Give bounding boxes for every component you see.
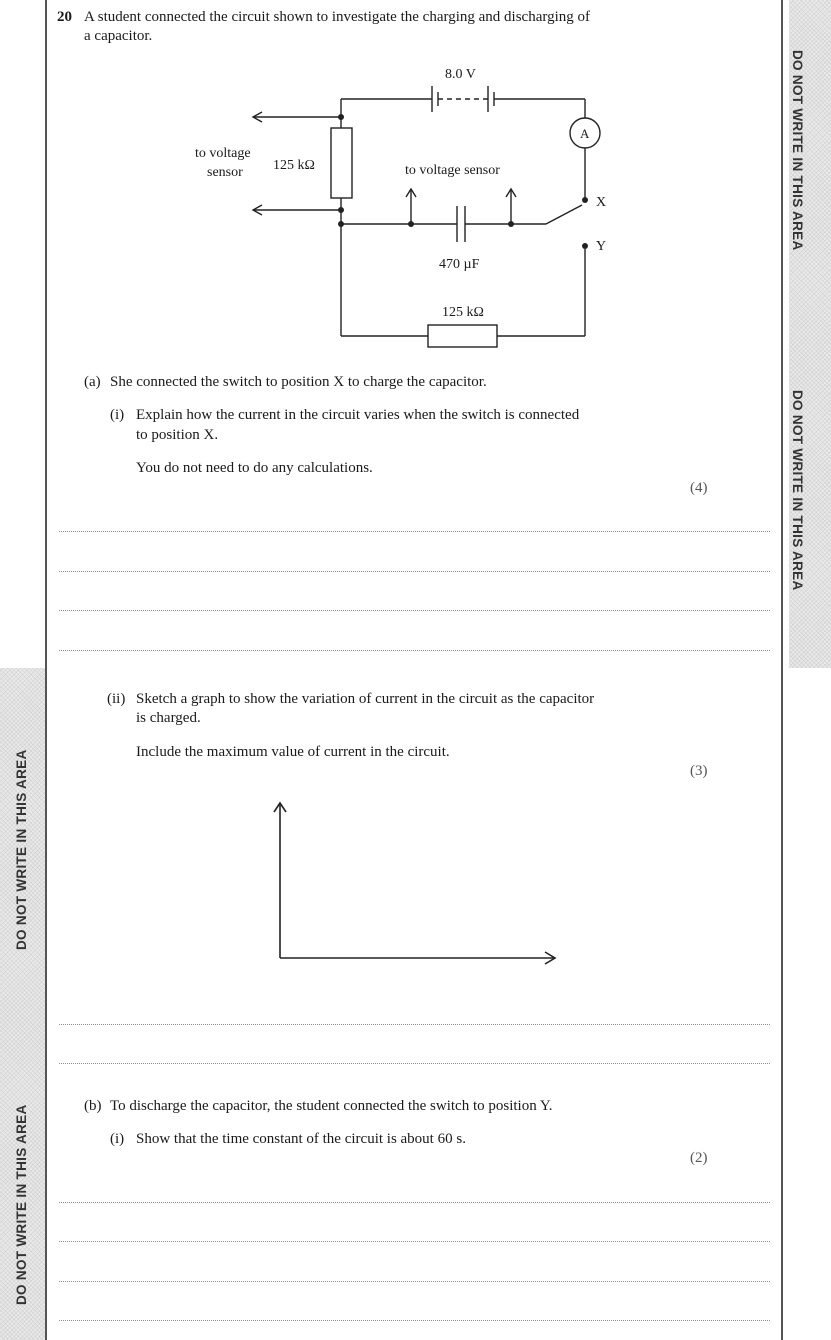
question-number: 20 [57, 9, 72, 25]
answer-line[interactable] [59, 1241, 770, 1242]
margin-warning-left-bottom: DO NOT WRITE IN THIS AREA [14, 1104, 29, 1305]
part-a-ii-label: (ii) [107, 691, 126, 707]
part-a-i-note: You do not need to do any calculations. [136, 460, 373, 476]
answer-line[interactable] [59, 1202, 770, 1203]
part-a-i-marks: (4) [690, 480, 708, 496]
left-sensor-label-2: sensor [207, 165, 243, 180]
part-a-text: She connected the switch to position X to charge the capacitor. [110, 374, 487, 390]
answer-line[interactable] [59, 1063, 770, 1064]
graph-sketch-area[interactable] [265, 795, 565, 975]
answer-line[interactable] [59, 1024, 770, 1025]
answer-line[interactable] [59, 1281, 770, 1282]
part-a-i-label: (i) [110, 407, 125, 423]
part-b-i-line1: Show that the time constant of the circuit is about 60 s. [136, 1131, 466, 1147]
switch-x-label: X [596, 195, 607, 210]
part-a-ii-marks: (3) [690, 763, 708, 779]
capacitor-sensor-label: to voltage sensor [405, 163, 500, 178]
part-a-ii-note: Include the maximum value of current in the circuit. [136, 744, 450, 760]
part-b-i-label: (i) [110, 1131, 125, 1147]
question-stem-line1: A student connected the circuit shown to investigate the charging and discharging of [84, 9, 590, 25]
margin-warning-left-top: DO NOT WRITE IN THIS AREA [14, 749, 29, 950]
part-a-ii-line1: Sketch a graph to show the variation of current in the circuit as the capacitor [136, 691, 595, 707]
part-a-i-line2: to position X. [136, 427, 219, 443]
left-resistor-label: 125 kΩ [273, 158, 315, 173]
answer-line[interactable] [59, 531, 770, 532]
margin-warning-right-top: DO NOT WRITE IN THIS AREA [790, 50, 805, 251]
part-a-ii-line2: is charged. [136, 710, 201, 726]
part-a-label: (a) [84, 374, 101, 390]
margin-warning-right-bottom: DO NOT WRITE IN THIS AREA [790, 390, 805, 591]
part-b-label: (b) [84, 1098, 102, 1114]
answer-line[interactable] [59, 571, 770, 572]
circuit-diagram [0, 0, 831, 360]
supply-voltage-label: 8.0 V [445, 67, 476, 82]
part-a-i-line1: Explain how the current in the circuit varies when the switch is connected [136, 407, 580, 423]
ammeter-label: A [580, 126, 590, 141]
answer-line[interactable] [59, 650, 770, 651]
part-b-i-marks: (2) [690, 1150, 708, 1166]
question-stem-line2: a capacitor. [84, 28, 153, 44]
bottom-resistor-label: 125 kΩ [442, 305, 484, 320]
part-b-text: To discharge the capacitor, the student connected the switch to position Y. [110, 1098, 553, 1114]
capacitor-label: 470 µF [439, 257, 480, 272]
answer-line[interactable] [59, 610, 770, 611]
answer-line[interactable] [59, 1320, 770, 1321]
switch-y-label: Y [596, 239, 607, 254]
left-sensor-label-1: to voltage [195, 146, 251, 161]
